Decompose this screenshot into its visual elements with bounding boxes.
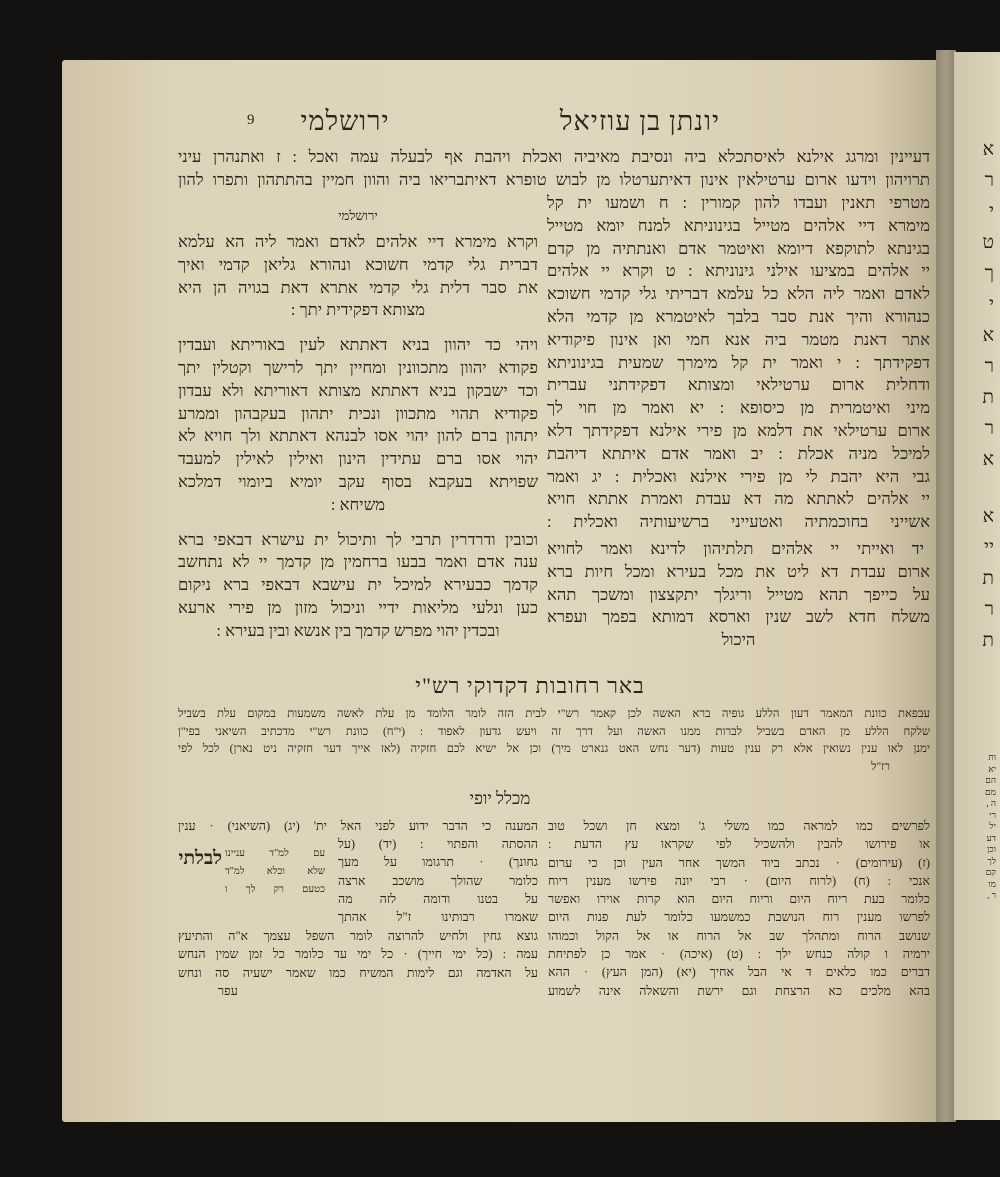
- beer-rechovot-heading: באר רחובות דקדוקי רש"י: [415, 673, 645, 698]
- yerushalmi-line: ענה אדם ואמר בבעו ברחמין מן קדמך יי לא נתחשב: [178, 552, 538, 572]
- michlal-yofi-line: כלומר בעת ריוח היום וריוח היום הוא קרות אוירו ואפשר: [548, 892, 930, 907]
- next-page-letter: ר: [984, 599, 994, 620]
- targum-line: אתר דאנת מטמר ביה אנא חמי ואן אינון פיקודיא: [547, 329, 930, 349]
- targum-line: דעיינין ומרגג אילנא לאיסתכלא ביה ונסיבת מאיביה ואכלת ויהבת אף לבעלה עמה ואכל : ז ואתנהרן עיני: [178, 147, 930, 166]
- michlal-yofi-left-first-line: המענה כי הדבר ידוע לפני האל ית' (יג) (השיאני) · ענין: [178, 819, 538, 833]
- next-page-small-line: דע: [986, 832, 996, 843]
- next-page-letter: יי: [984, 537, 994, 558]
- next-page-letters: [954, 134, 1000, 656]
- next-page-small-line: יל: [989, 821, 996, 831]
- yerushalmi-line: וכובין ודרדרין תרבי לך ותיכול ית עישרא דבאפי ברא: [178, 529, 538, 549]
- next-page-small-line: הם: [985, 775, 996, 785]
- book-gutter: [936, 50, 956, 1122]
- yerushalmi-line: דברית גלי קדמי חשוכא ונהורא גליאן קדמי ואיך: [178, 254, 538, 274]
- next-page-small-line: ות: [988, 752, 996, 762]
- targum-line: מימרא דיי אלהים מטייל בגינוניתא למנח יומא מטייל: [547, 215, 930, 235]
- next-page-small-line: לך: [987, 855, 996, 866]
- michlal-yofi-line: או פירושו להבין ולהשכיל לפי שקראו עץ הדעת :: [548, 837, 930, 852]
- beer-rechovot-line: ימנן לאו ענין נשואין אלא רק ענין טעות (דער נחש האט גנארט מיך) וכן אל ישיא לכם חזקיה (לאז אייך דער חזקיה ניט נארן) לכל לפי: [178, 743, 930, 755]
- next-page-small-text: [954, 752, 1000, 902]
- next-page-small-line: ה ,: [986, 798, 996, 808]
- targum-line: למיכל מניה אכלת : יב ואמר אדם איתתא דיהבת: [547, 443, 930, 463]
- yerushalmi-line: שפויתא בעקבא בסוף עקב יומיא ביומוי דמלכא: [178, 471, 538, 491]
- next-page-letter: א: [982, 139, 994, 160]
- beer-rechovot-line: רז"ל: [871, 760, 890, 773]
- michlal-yofi-line: שאמרו רבותינו ז"ל אהתך: [338, 910, 538, 925]
- targum-line: מיני ואיטמרית מן כיסופא : יא ואמר מן חוי לך: [547, 398, 930, 418]
- michlal-yofi-right-column: [548, 817, 930, 1000]
- next-page-small-line: קם: [985, 867, 996, 877]
- yerushalmi-line: ובכדין יהוי מפרש קדמך בין אנשא ובין בעירא :: [216, 620, 500, 640]
- michlal-yofi-boxed-label: לבלתי: [178, 848, 222, 869]
- yerushalmi-line: קדמך כבעירא למיכל ית עישבא דבאפי ברא ניקום: [178, 575, 538, 595]
- targum-line: ארום עבדת דא ליט את מכל בעירא ומכל חיות ברא: [547, 561, 930, 581]
- beer-rechovot-text: [178, 706, 930, 776]
- targum-line: יי אלהים לאתתא מה דא עבדת ואמרת אתתא חויא: [547, 489, 930, 509]
- targum-full-width-lines: [178, 146, 930, 192]
- running-title-left: ירושלמי: [300, 106, 390, 136]
- michlal-yofi-line: כלומר שהולך מושכב ארצה: [338, 873, 538, 888]
- michlal-yofi-note-line: שלא וכלא למ"ד: [225, 866, 325, 877]
- next-page-letter: ר: [984, 418, 994, 439]
- yerushalmi-line: יתהון ברם להון יהוי אסו לבנהא דאתתא ולך חויא לא: [178, 426, 538, 446]
- michlal-yofi-left-tail: [178, 927, 538, 1000]
- targum-line: היכול: [721, 630, 756, 650]
- targum-line: כנהורא והיך אנת סבר בלבך לאיטמרא מן קדמי הלא: [547, 306, 930, 326]
- next-page-letter: ת: [982, 568, 994, 589]
- yerushalmi-line: ויהי כד יהוון בניא דאתתא לעין באוריתא ועבדין: [178, 335, 538, 355]
- next-page-letter: ר: [984, 170, 994, 191]
- beer-rechovot-line: עבפאת כוונת המאמר דעון הללע גופיה ברא האשה לכן קאמר רש"י לבית הזה לומר הלומד מן עלת לאשה משמעות במקום עלת בשביל: [178, 708, 930, 720]
- next-page-letter: א: [982, 506, 994, 527]
- next-page-letter: ת: [982, 630, 994, 651]
- targum-line: ארום ערטילאי את דלמא מן פירי אילנא דפקידתך דלא: [547, 420, 930, 440]
- michlal-yofi-line: אנכי : (ח) (לרוח היום) · רבי יונה פירשו מענין ריוח: [548, 873, 930, 888]
- michlal-yofi-line: בהא מלכים כא הרצחת וגם ירשת והשאלה אינה לשמוע: [548, 983, 930, 998]
- next-page-small-line: ר ,: [987, 890, 996, 900]
- next-page-letter: א: [982, 325, 994, 346]
- michlal-yofi-line: גוצא גחין ולחיש להרוצה לומר השפל עצמך א"ה והתיעץ: [178, 929, 538, 943]
- targum-line: גבי היא יהבת לי מן פירי אילנא ואכלית : יג ואמר: [547, 466, 930, 486]
- next-page-letter: ת: [982, 387, 994, 408]
- yerushalmi-line: פקודא יהוון מתכוונין ומחיין יתך לרישך וקטלין יתך: [178, 357, 538, 377]
- next-page-small-line: וכן: [987, 844, 996, 854]
- michlal-yofi-line: לפרשים כמו למראה כמו משלי ג' ומצא חן ושכל טוב: [548, 819, 930, 833]
- next-page-letter: ר: [984, 356, 994, 377]
- yerushalmi-heading: ירושלמי: [338, 208, 378, 223]
- michlal-yofi-heading: מכלל יופי: [469, 789, 531, 808]
- michlal-yofi-line: על האדמה וגם לימות המשיח כמו שאמר ישעיה סה ונחש: [178, 965, 538, 980]
- next-page-letter: י: [989, 294, 994, 315]
- targum-line: מטרפי תאנין ועבדו להון קמורין : ח ושמעו ית קל: [547, 193, 930, 212]
- yerushalmi-line: יהוי אסו ברם עתידין הינון ואילין לאילין למעבד: [178, 449, 538, 469]
- yerushalmi-line: וקרא מימרא דיי אלהים לאדם ואמר ליה הא עלמא: [178, 232, 538, 251]
- michlal-yofi-line: עפר: [218, 983, 238, 998]
- targum-column: [547, 192, 930, 652]
- yerushalmi-line: משיחא :: [330, 494, 386, 514]
- next-page-small-line: מם: [985, 786, 996, 797]
- yerushalmi-line: וכד ישבקון בניא דאתתא מצותא דאוריתא ולא עבדון: [178, 380, 538, 400]
- running-title-center: יונתן בן עוזיאל: [559, 106, 721, 136]
- targum-line: בגינתא לתוקפא דיומא ואיטמר אדם ואנתתיה מן קדם: [547, 238, 930, 258]
- michlal-yofi-line: לפרשו מענין רוח הנושבת כמשמעו כלומר לעת פנות היום: [548, 910, 930, 925]
- michlal-yofi-line: דברים כמו כלאים ד אי הבל אחיך (יא) (המן העץ) · ההא: [548, 965, 930, 980]
- yerushalmi-line: מצותא דפקידית יתך :: [290, 300, 426, 320]
- targum-line: משלח חדא לשב שנין וארסא דמותא בפמך ועפרא: [547, 607, 930, 627]
- targum-line: יי אלהים במציעו אילני גינוניתא : ט וקרא יי אלהים: [547, 261, 930, 281]
- next-page-letter: ט: [982, 232, 994, 253]
- next-page-letter: ך: [984, 263, 994, 284]
- targum-line: יד ואייתי יי אלהים תלתיהון לדינא ואמר לחויא: [547, 538, 924, 558]
- targum-line: אשייני בחוכמתיה ואטעייני ברשיעותיה ואכלית :: [547, 512, 930, 532]
- michlal-yofi-line: עמה : (כל ימי חייך) · כל ימי עד כלומר כל זמן שמין הנחש: [178, 947, 538, 962]
- next-page-small-line: יא: [988, 763, 996, 774]
- yerushalmi-line: כען ונלעי מליאות ידיי וניכול מזון מן פירי ארעא: [178, 597, 538, 617]
- michlal-yofi-line: (ז) (עירומים) · נכתב ביוד המשך אחר העין וכן כי ערום: [548, 855, 930, 870]
- michlal-yofi-note-line: עם למ"ד עניינו: [225, 848, 325, 859]
- michlal-yofi-line: שנושב הרוח ומתהלך שב אל הרוח או אל הקול וכמוהו: [548, 928, 930, 943]
- michlal-yofi-boxed-small: [225, 845, 325, 899]
- yerushalmi-line: פקודיא תהוי מתכוון ונכית יתהון בעקבהון וממרע: [178, 403, 538, 423]
- next-page-edge: [954, 52, 1000, 1120]
- michlal-yofi-note-line: כטעם רק לך ו: [225, 884, 325, 895]
- targum-line: ודחלית ארום ערטילאי ומצותא דפקידתני עברית: [547, 375, 930, 395]
- targum-line: לאדם ואמר ליה הלא כל עלמא דבריתי גלי קדמי חשוכא: [547, 284, 930, 304]
- next-page-small-line: רי: [989, 809, 996, 820]
- page-number: 9: [247, 112, 256, 128]
- next-page-letter: י: [989, 201, 994, 222]
- michlal-yofi-boxed-right: [338, 835, 538, 926]
- next-page-small-line: מו: [988, 878, 996, 889]
- michlal-yofi-line: גחונך) · תרגומו על מעך: [338, 855, 538, 870]
- yerushalmi-line: את סבר דלית גלי קדמי אתרא דאת בגויה הן היא: [178, 277, 538, 297]
- targum-line: תרויהון וידעו ארום ערטילאין אינון דאיתערטלו מן לבוש טופרא דאיתבריאו ביה והוון חמיין בהתתהון ותפרו להון: [178, 169, 930, 189]
- michlal-yofi-line: ירמיה ו קולה כנחש ילך : (ט) (איכה) · אמר כן לפתיחת: [548, 947, 930, 962]
- michlal-yofi-line: על בטנו ודומה לזה מה: [338, 891, 538, 906]
- targum-line: דפקידתך : י ואמר ית קל מימרך שמעית בגינוניתא: [547, 352, 930, 372]
- yerushalmi-column: [178, 231, 538, 643]
- targum-line: על כייפך תהא מטייל וריגלך יתקצצון ומשכך תהא: [547, 584, 930, 604]
- next-page-letter: א: [982, 449, 994, 470]
- michlal-yofi-line: ההסתה והפתוי : (יד) (על: [338, 837, 538, 851]
- beer-rechovot-line: שלקח הללע מן האדם בשביל לברות ממנו האשה ועל דרך זה ויעש גדעון לאפוד : (י"ח) כוונת רש"י מדכתיב השיאני בפי"ן: [178, 725, 930, 738]
